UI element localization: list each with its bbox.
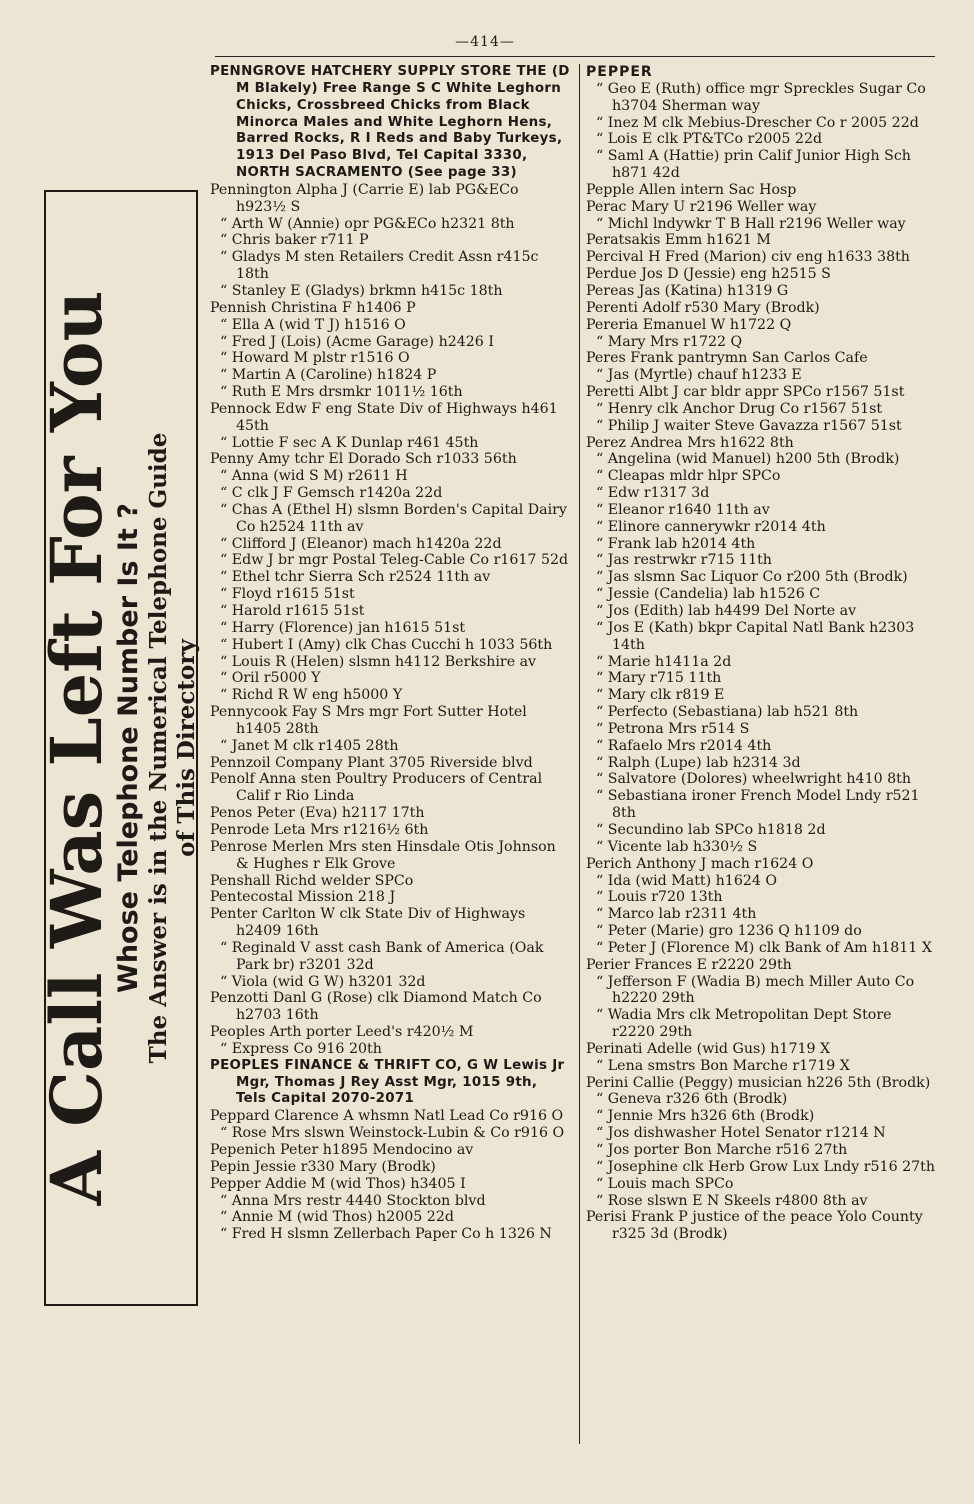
directory-entry: “ Perfecto (Sebastiana) lab h521 8th [596, 704, 859, 721]
directory-entry: “ Salvatore (Dolores) wheelwright h410 8th [596, 771, 912, 788]
directory-entry: Perini Callie (Peggy) musician h226 5th (Brodk) [586, 1074, 931, 1091]
directory-entry: “ Gladys M sten Retailers Credit Assn r415c 18th [220, 249, 539, 283]
directory-entry: “ Reginald V asst cash Bank of America (Oak Park br) r3201 32d [220, 939, 544, 973]
directory-entry: “ Peter (Marie) gro 1236 Q h1109 do [596, 923, 862, 940]
directory-entry: “ Chas A (Ethel H) slsmn Borden's Capital Dairy Co h2524 11th av [220, 501, 567, 535]
left-column [210, 64, 572, 1243]
directory-entry: “ Arth W (Annie) opr PG&ECo h2321 8th [220, 215, 515, 232]
directory-entry: Penny Amy tchr El Dorado Sch r1033 56th [210, 451, 517, 468]
directory-entry: “ Wadia Mrs clk Metropolitan Dept Store r2220 29th [596, 1007, 892, 1041]
column-divider [579, 64, 580, 1444]
directory-entry: PEOPLES FINANCE & THRIFT CO, G W Lewis Jr Mgr, Thomas J Rey Asst Mgr, 1015 9th, Tels Capital 2070-2071 [210, 1057, 565, 1107]
directory-entry: “ Floyd r1615 51st [220, 586, 355, 603]
directory-entry: “ Marco lab r2311 4th [596, 906, 757, 923]
directory-entry: Perez Andrea Mrs h1622 8th [586, 434, 794, 451]
directory-entry: “ Louis mach SPCo [596, 1175, 734, 1192]
directory-entry: Perinati Adelle (wid Gus) h1719 X [586, 1040, 831, 1057]
directory-entry: “ Ida (wid Matt) h1624 O [596, 872, 778, 889]
directory-entry: “ Martin A (Caroline) h1824 P [220, 367, 437, 384]
directory-entry: Penrode Leta Mrs r1216½ 6th [210, 821, 429, 838]
directory-entry: “ Jos dishwasher Hotel Senator r1214 N [596, 1125, 886, 1142]
directory-entry: “ Edw r1317 3d [596, 485, 710, 502]
ad-tagline-2: of This Directory [173, 639, 200, 857]
directory-entry: “ Peter J (Florence M) clk Bank of Am h1811 X [596, 939, 932, 956]
directory-entry: Perac Mary U r2196 Weller way [586, 198, 817, 215]
directory-entry: Pereria Emanuel W h1722 Q [586, 316, 792, 333]
directory-entry: “ Janet M clk r1405 28th [220, 737, 399, 754]
directory-entry: Penrose Merlen Mrs sten Hinsdale Otis Johnson & Hughes r Elk Grove [210, 838, 556, 872]
directory-entry: “ Clifford J (Eleanor) mach h1420a 22d [220, 535, 502, 552]
directory-entry: “ Philip J waiter Steve Gavazza r1567 51st [596, 417, 902, 434]
directory-entry: “ Richd R W eng h5000 Y [220, 687, 403, 704]
directory-entry: “ Angelina (wid Manuel) h200 5th (Brodk) [596, 451, 900, 468]
directory-entry: Penter Carlton W clk State Div of Highways h2409 16th [210, 906, 526, 940]
directory-entry: “ Jas restrwkr r715 11th [596, 552, 772, 569]
directory-entry: “ Ethel tchr Sierra Sch r2524 11th av [220, 569, 491, 586]
telephone-guide-ad [35, 190, 200, 1306]
directory-entry: Perich Anthony J mach r1624 O [586, 855, 814, 872]
ad-subline: Whose Telephone Number Is It ? [113, 503, 144, 993]
directory-entry: “ Marie h1411a 2d [596, 653, 732, 670]
directory-entry: “ Jefferson F (Wadia B) mech Miller Auto Co h2220 29th [596, 973, 915, 1007]
directory-entry: “ Stanley E (Gladys) brkmn h415c 18th [220, 282, 503, 299]
directory-entry: Perenti Adolf r530 Mary (Brodk) [586, 299, 820, 316]
directory-entry: “ Mary r715 11th [596, 670, 722, 687]
directory-entry: Pennington Alpha J (Carrie E) lab PG&ECo h923½ S [210, 181, 519, 215]
directory-entry: “ Rafaelo Mrs r2014 4th [596, 737, 772, 754]
directory-entry: “ Ruth E Mrs drsmkr 1011½ 16th [220, 384, 463, 401]
directory-entry: Pennish Christina F h1406 P [210, 299, 416, 316]
directory-entry: Peres Frank pantrymn San Carlos Cafe [586, 350, 868, 367]
directory-entry: “ Louis R (Helen) slsmn h4112 Berkshire av [220, 653, 537, 670]
directory-entry: “ Anna (wid S M) r2611 H [220, 468, 408, 485]
directory-entry: Percival H Fred (Marion) civ eng h1633 38th [586, 249, 910, 266]
directory-entry: “ Saml A (Hattie) prin Calif Junior High Sch h871 42d [596, 148, 911, 182]
directory-entry: “ Mary clk r819 E [596, 687, 725, 704]
directory-entry: “ Edw J br mgr Postal Teleg-Cable Co r1617 52d [220, 552, 569, 569]
directory-entry: Penos Peter (Eva) h2117 17th [210, 805, 425, 822]
directory-entry: “ Jessie (Candelia) lab h1526 C [596, 586, 821, 603]
directory-entry: “ Jennie Mrs h326 6th (Brodk) [596, 1108, 815, 1125]
directory-entry: Peoples Arth porter Leed's r420½ M [210, 1024, 474, 1041]
directory-entry: Pepin Jessie r330 Mary (Brodk) [210, 1158, 436, 1175]
directory-entry: “ Geneva r326 6th (Brodk) [596, 1091, 788, 1108]
page-number: —414— [455, 34, 515, 50]
right-column [586, 64, 938, 1243]
directory-entry: Penzotti Danl G (Rose) clk Diamond Match Co h2703 16th [210, 990, 542, 1024]
directory-entry: “ Henry clk Anchor Drug Co r1567 51st [596, 400, 883, 417]
directory-entry: “ Chris baker r711 P [220, 232, 369, 249]
directory-entry: Penolf Anna sten Poultry Producers of Central Calif r Rio Linda [210, 771, 543, 805]
directory-entry: “ Elinore cannerywkr r2014 4th [596, 518, 826, 535]
directory-entry: Peppard Clarence A whsmn Natl Lead Co r916 O [210, 1108, 564, 1125]
directory-entry: “ Express Co 916 20th [220, 1040, 382, 1057]
directory-entry: “ Harold r1615 51st [220, 603, 365, 619]
directory-entry: Pepenich Peter h1895 Mendocino av [210, 1142, 474, 1158]
directory-entry: “ Viola (wid G W) h3201 32d [220, 973, 426, 990]
ad-tagline-1: The Answer is in the Numerical Telephone Guide [145, 432, 172, 1064]
directory-entry: “ Geo E (Ruth) office mgr Spreckles Sugar Co h3704 Sherman way [596, 80, 926, 114]
directory-entry: Pepper Addie M (wid Thos) h3405 I [210, 1175, 466, 1192]
directory-entry: Pereas Jas (Katina) h1319 G [586, 282, 789, 299]
directory-entry: “ Lois E clk PT&TCo r2005 22d [596, 131, 823, 148]
directory-entry: “ Oril r5000 Y [220, 670, 321, 687]
directory-entry: Perdue Jos D (Jessie) eng h2515 S [586, 266, 831, 283]
directory-entry: Pennock Edw F eng State Div of Highways h461 45th [210, 400, 558, 434]
directory-entry: “ Jos E (Kath) bkpr Capital Natl Bank h2303 14th [596, 619, 915, 653]
directory-entry: “ Anna Mrs restr 4440 Stockton blvd [220, 1192, 486, 1209]
directory-entry: “ Rose Mrs slswn Weinstock-Lubin & Co r916 O [220, 1125, 565, 1142]
directory-entry: “ Jas slsmn Sac Liquor Co r200 5th (Brodk) [596, 569, 908, 586]
top-rule [215, 56, 935, 57]
directory-entry: Peratsakis Emm h1621 M [586, 232, 771, 249]
directory-entry: “ Michl lndywkr T B Hall r2196 Weller way [596, 215, 906, 232]
directory-entry: “ Secundino lab SPCo h1818 2d [596, 821, 826, 838]
directory-entry: Pepple Allen intern Sac Hosp [586, 181, 797, 198]
directory-entry: “ Josephine clk Herb Grow Lux Lndy r516 27th [596, 1158, 936, 1175]
directory-entry: Pentecostal Mission 218 J [210, 889, 396, 906]
ad-rotated-text [35, 200, 200, 1296]
directory-entry: “ Vicente lab h330½ S [596, 838, 758, 855]
directory-entry: Peretti Albt J car bldr appr SPCo r1567 51st [586, 384, 905, 401]
directory-entry: Perier Frances E r2220 29th [586, 956, 792, 973]
directory-entry: “ Jos porter Bon Marche r516 27th [596, 1142, 848, 1158]
directory-entry: “ C clk J F Gemsch r1420a 22d [220, 485, 443, 502]
directory-entry: “ Fred J (Lois) (Acme Garage) h2426 I [220, 333, 494, 350]
column-head-word: PEPPER [586, 64, 653, 80]
directory-entry: “ Cleapas mldr hlpr SPCo [596, 468, 781, 485]
ad-headline: A Call Was Left For You [35, 290, 118, 1206]
directory-entry: “ Ralph (Lupe) lab h2314 3d [596, 754, 801, 771]
directory-entry: PENNGROVE HATCHERY SUPPLY STORE THE (D M Blakely) Free Range S C White Leghorn Chicks, Crossbreed Chicks from Black Minorca Males and White Leghorn Hens, Barred Rocks, R I Reds and Baby Turkeys, 1913 Del Paso Blvd, Tel Capital 3330, NORTH SACRAMENTO (See page 33) [210, 64, 570, 181]
directory-entry: “ Lottie F sec A K Dunlap r461 45th [220, 434, 479, 451]
directory-entry: “ Eleanor r1640 11th av [596, 501, 770, 518]
directory-entry: “ Louis r720 13th [596, 889, 723, 906]
directory-entry: “ Jos (Edith) lab h4499 Del Norte av [596, 603, 857, 619]
directory-entry: “ Annie M (wid Thos) h2005 22d [220, 1209, 454, 1226]
directory-entry: “ Fred H slsmn Zellerbach Paper Co h 1326 N [220, 1226, 552, 1243]
directory-entry: “ Frank lab h2014 4th [596, 535, 756, 552]
directory-entry: “ Harry (Florence) jan h1615 51st [220, 619, 466, 636]
directory-entry: Pennzoil Company Plant 3705 Riverside blvd [210, 754, 533, 771]
directory-entry: “ Lena smstrs Bon Marche r1719 X [596, 1057, 850, 1074]
directory-entry: Pennycook Fay S Mrs mgr Fort Sutter Hotel h1405 28th [210, 704, 527, 737]
directory-entry: “ Mary Mrs r1722 Q [596, 333, 743, 350]
directory-entry: “ Sebastiana ironer French Model Lndy r521 8th [596, 788, 920, 822]
directory-entry: “ Howard M plstr r1516 O [220, 350, 410, 367]
directory-entry: “ Rose slswn E N Skeels r4800 8th av [596, 1192, 868, 1209]
directory-entry: “ Jas (Myrtle) chauf h1233 E [596, 367, 802, 384]
directory-entry: “ Ella A (wid T J) h1516 O [220, 316, 406, 333]
directory-entry: “ Petrona Mrs r514 S [596, 720, 750, 737]
directory-entry: “ Inez M clk Mebius-Drescher Co r 2005 22d [596, 114, 919, 131]
directory-entry: “ Hubert I (Amy) clk Chas Cucchi h 1033 56th [220, 636, 553, 653]
directory-entry: Penshall Richd welder SPCo [210, 872, 414, 889]
directory-entry: Perisi Frank P justice of the peace Yolo County r325 3d (Brodk) [586, 1209, 923, 1243]
